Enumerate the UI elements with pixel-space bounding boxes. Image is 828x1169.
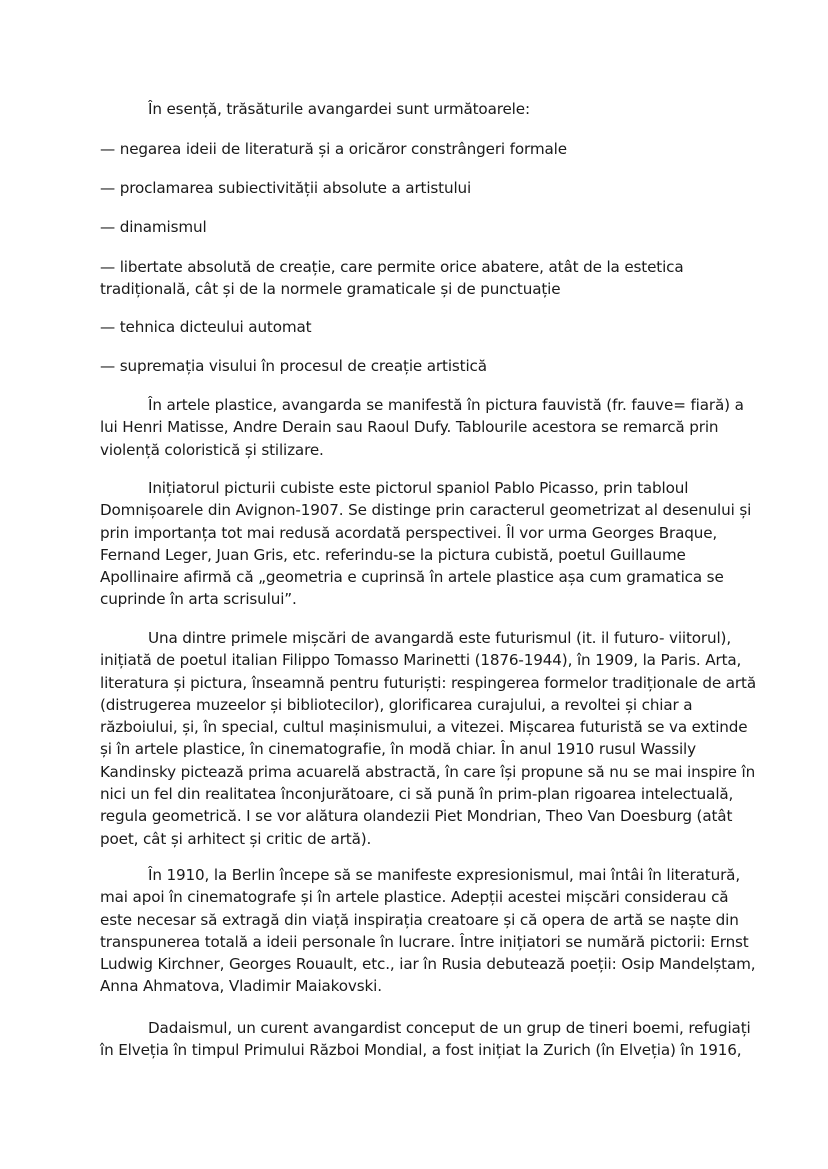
bullet-item-4 [100,256,760,301]
text-line: Apollinaire afirmă că „geometria e cuprinsă în artele plastice așa cum gramatica se [100,568,724,587]
paragraph-expressionism [100,864,760,998]
text-line: — libertate absolută de creație, care permite orice abatere, atât de la estetica [100,258,684,276]
text-line: este necesar să extragă din viață inspirația creatoare și că opera de artă se naște din [100,910,739,929]
text-line: Inițiatorul picturii cubiste este pictorul spaniol Pablo Picasso, prin tabloul [148,479,689,497]
bullet-item-5 [100,316,760,338]
text-line: Fernand Leger, Juan Gris, etc. referindu-se la pictura cubistă, poetul Guillaume [100,545,686,564]
text-line: În 1910, la Berlin începe să se manifeste expresionismul, mai întâi în literatură, [148,866,741,884]
text-line: mai apoi în cinematografe și în artele plastice. Adepții acestei mișcări considerau că [100,888,729,907]
text-line: Dadaismul, un curent avangardist conceput de un grup de tineri boemi, refugiați [148,1019,751,1037]
text-line: — negarea ideii de literatură și a oricăror constrângeri formale [100,140,567,158]
text-line: și în artele plastice, în cinematografie, în modă chiar. În anul 1910 rusul Wassily [100,740,696,759]
text-line: cuprinde în arta scrisului”. [100,590,297,609]
text-line: nici un fel din realitatea înconjurătoare, ci să pună în prim-plan rigoarea intelectuală, [100,785,734,804]
text-line: în Elveția în timpul Primului Război Mondial, a fost inițiat la Zurich (în Elveția) în 1916, [100,1041,742,1060]
text-line: Kandinsky pictează prima acuarelă abstractă, în care își propune să nu se mai inspire în [100,762,756,781]
text-line: — dinamismul [100,218,207,236]
text-line: violență coloristică și stilizare. [100,440,324,459]
text-line: lui Henri Matisse, Andre Derain sau Raoul Dufy. Tablourile acestora se remarcă prin [100,418,719,437]
paragraph-dadaism [100,1017,760,1062]
text-line: Una dintre primele mișcări de avangardă este futurismul (it. il futuro- viitorul), [148,629,732,647]
text-line: — proclamarea subiectivității absolute a artistului [100,179,472,197]
text-line: — supremația visului în procesul de creație artistică [100,357,487,375]
paragraph-cubism [100,477,760,611]
bullet-item-2 [100,177,760,199]
text-line: — tehnica dicteului automat [100,318,312,336]
text-line: tradițională, cât și de la normele gramaticale și de punctuație [100,280,561,299]
text-line: În artele plastice, avangarda se manifestă în pictura fauvistă (fr. fauve= fiară) a [148,396,744,414]
text-line: războiului, și, în special, cultul mașinismului, a vitezei. Mișcarea futuristă se va extinde [100,718,748,737]
text-line: poet, cât și arhitect și critic de artă). [100,829,372,848]
text-line: transpunerea totală a ideii personale în lucrare. Între inițiatori se numără pictorii: Ernst [100,932,749,951]
paragraph-futurism [100,627,760,850]
paragraph-fauvism [100,394,760,461]
text-line: literatura și pictura, înseamnă pentru futuriști: respingerea formelor tradiționale de artă [100,673,756,692]
text-line: prin importanța tot mai redusă acordată perspectivei. Îl vor urma Georges Braque, [100,523,718,542]
text-line: Domnișoarele din Avignon-1907. Se distinge prin caracterul geometrizat al desenului și [100,501,752,520]
intro-paragraph [100,98,760,120]
text-line: Ludwig Kirchner, Georges Rouault, etc., iar în Rusia debutează poeții: Osip Mandelștam, [100,955,756,974]
text-line: În esență, trăsăturile avangardei sunt următoarele: [148,100,530,118]
text-line: Anna Ahmatova, Vladimir Maiakovski. [100,977,382,996]
bullet-item-1 [100,138,760,160]
bullet-item-3 [100,216,760,238]
bullet-item-6 [100,355,760,377]
text-line: (distrugerea muzeelor și bibliotecilor), glorificarea curajului, a revoltei și chiar a [100,695,693,714]
text-line: inițiată de poetul italian Filippo Tomasso Marinetti (1876-1944), în 1909, la Paris. Arta, [100,651,742,670]
text-line: regula geometrică. I se vor alătura olandezii Piet Mondrian, Theo Van Doesburg (atât [100,807,733,826]
